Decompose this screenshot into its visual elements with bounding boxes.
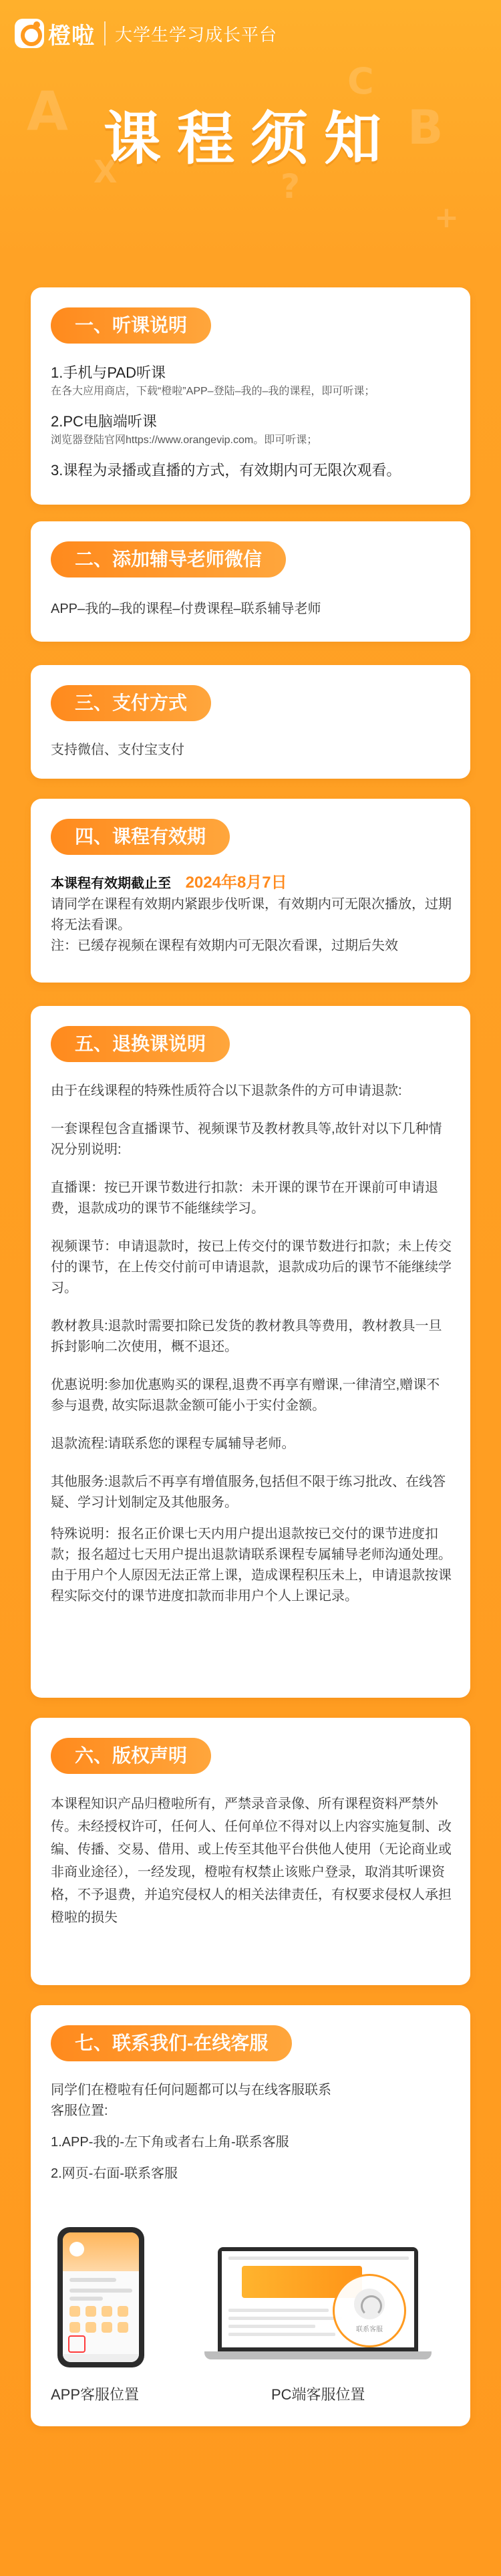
item-heading: 3.课程为录播或直播的方式，有效期内可无限次观看。 bbox=[51, 462, 401, 479]
phone-screen bbox=[63, 2232, 139, 2362]
validity-note: 请同学在课程有效期内紧跟步伐听课，有效期内可无限次播放，过期将无法看课。 bbox=[51, 897, 452, 932]
refund-paragraph: 退款流程:请联系您的课程专属辅导老师。 bbox=[51, 1436, 295, 1451]
laptop-base bbox=[204, 2351, 432, 2359]
refund-paragraph: 特殊说明：报名正价课七天内用户提出退款按已交付的课节进度扣款；报名超过七天用户提出退款请联系课程专属辅导老师沟通处理。由于用户个人原因无法正常上课，造成课程积压未上，申请退款按课程实际交付的课节进度扣款而非用户个人上课记录。 bbox=[51, 1527, 452, 1603]
contact-option: 1.APP-我的-左下角或者右上角-联系客服 bbox=[51, 2135, 289, 2150]
refund-paragraph: 其他服务:退款后不再享有增值服务,包括但不限于练习批改、在线答疑、学习计划制定及其他服务。 bbox=[51, 1474, 446, 1510]
header-bar bbox=[15, 13, 277, 53]
item-heading: 2.PC电脑端听课 bbox=[51, 413, 157, 430]
bg-decoration: + bbox=[434, 201, 459, 235]
brand-logo[interactable] bbox=[15, 17, 95, 50]
section-title: 六、版权声明 bbox=[51, 1738, 211, 1774]
contact-position-label: 客服位置: bbox=[51, 2103, 108, 2118]
refund-paragraph: 优惠说明:参加优惠购买的课程,退费不再享有赠课,一律清空,赠课不参与退费, 故实际退款金额可能小于实付金额。 bbox=[51, 1378, 440, 1413]
customer-service-icon[interactable] bbox=[333, 2274, 406, 2347]
bg-decoration: ? bbox=[281, 167, 301, 206]
section-text: 支持微信、支付宝支付 bbox=[51, 743, 184, 757]
section-body bbox=[51, 872, 453, 956]
section-title: 四、课程有效期 bbox=[51, 819, 230, 855]
refund-paragraph: 视频课节：申请退款时，按已上传交付的课节数进行扣款；未上传交付的课节，在上传交付前可申请退款，退款成功后的课节不能继续学习。 bbox=[51, 1239, 452, 1295]
pc-caption: PC端客服位置 bbox=[271, 2386, 365, 2403]
page-title: 课程须知 bbox=[104, 107, 397, 171]
section-title: 三、支付方式 bbox=[51, 685, 211, 721]
pc-service-label: 联系客服 bbox=[356, 2325, 383, 2333]
item-heading: 1.手机与PAD听课 bbox=[51, 364, 166, 381]
refund-paragraph: 教材教具:退款时需要扣除已发货的教材教具等费用，教材教具一旦拆封影响二次使用，概不退还。 bbox=[51, 1319, 442, 1354]
refund-paragraph: 一套课程包含直播课节、视频课节及教材教具等,故针对以下几种情况分别说明: bbox=[51, 1122, 442, 1157]
section-title: 七、联系我们-在线客服 bbox=[51, 2025, 292, 2061]
section-card-tutor bbox=[31, 521, 470, 642]
bg-decoration: B bbox=[407, 100, 444, 155]
brand-name: 橙啦 bbox=[48, 23, 95, 49]
section-card-listening bbox=[31, 287, 470, 505]
section-text: APP–我的–我的课程–付费课程–联系辅导老师 bbox=[51, 602, 321, 616]
section-body bbox=[51, 2080, 453, 2184]
deadline-date: 2024年8月7日 bbox=[185, 874, 287, 892]
validity-note: 注：已缓存视频在课程有效期内可无限次看课，过期后失效 bbox=[51, 938, 398, 953]
bg-decoration: A bbox=[27, 80, 68, 142]
section-body bbox=[51, 1793, 453, 1929]
app-service-highlight bbox=[68, 2335, 86, 2353]
deadline-label: 本课程有效期截止至 bbox=[51, 876, 171, 891]
copyright-text: 本课程知识产品归橙啦所有，严禁录音录像、所有课程资料严禁外传。未经授权许可，任何人、任何单位不得对以上内容实施复制、改编、传播、交易、借用、或上传至其他平台供他人使用（无论商业或非商业途径），一经发现，橙啦有权禁止该账户登录，取消其听课资格，不予退费，并追究侵权人的相关法律责任，有权要求侵权人承担橙啦的损失 bbox=[51, 1797, 452, 1925]
section-body bbox=[51, 362, 453, 481]
item-desc: 在各大应用商店，下载“橙啦”APP–登陆–我的–我的课程，即可听课； bbox=[51, 386, 375, 397]
bg-decoration: X bbox=[94, 154, 118, 190]
section-card-payment bbox=[31, 665, 470, 779]
brand-tagline: 大学生学习成长平台 bbox=[115, 24, 278, 45]
contact-option: 2.网页-右面-联系客服 bbox=[51, 2166, 178, 2181]
section-card-validity bbox=[31, 799, 470, 983]
section-title: 一、听课说明 bbox=[51, 307, 211, 344]
app-caption: APP客服位置 bbox=[51, 2386, 140, 2403]
section-title: 五、退换课说明 bbox=[51, 1026, 230, 1062]
section-body bbox=[51, 599, 453, 620]
refund-paragraph: 直播课：按已开课节数进行扣款：未开课的课节在开课前可申请退费，退款成功的课节不能继续学习。 bbox=[51, 1180, 438, 1216]
logo-icon bbox=[15, 19, 44, 48]
bg-decoration: C bbox=[347, 60, 374, 102]
section-title: 二、添加辅导老师微信 bbox=[51, 541, 286, 577]
item-desc: 浏览器登陆官网https://www.orangevip.com。即可听课； bbox=[51, 434, 318, 446]
phone-illustration bbox=[57, 2227, 144, 2367]
laptop-illustration bbox=[204, 2247, 432, 2359]
section-body bbox=[51, 1081, 453, 1607]
section-card-copyright bbox=[31, 1718, 470, 1985]
contact-intro: 同学们在橙啦有任何问题都可以与在线客服联系 bbox=[51, 2083, 331, 2097]
section-card-refund bbox=[31, 1006, 470, 1698]
refund-paragraph: 由于在线课程的特殊性质符合以下退款条件的方可申请退款: bbox=[51, 1083, 402, 1098]
section-body bbox=[51, 740, 453, 761]
header-divider bbox=[104, 21, 106, 45]
section-card-contact bbox=[31, 2005, 470, 2426]
